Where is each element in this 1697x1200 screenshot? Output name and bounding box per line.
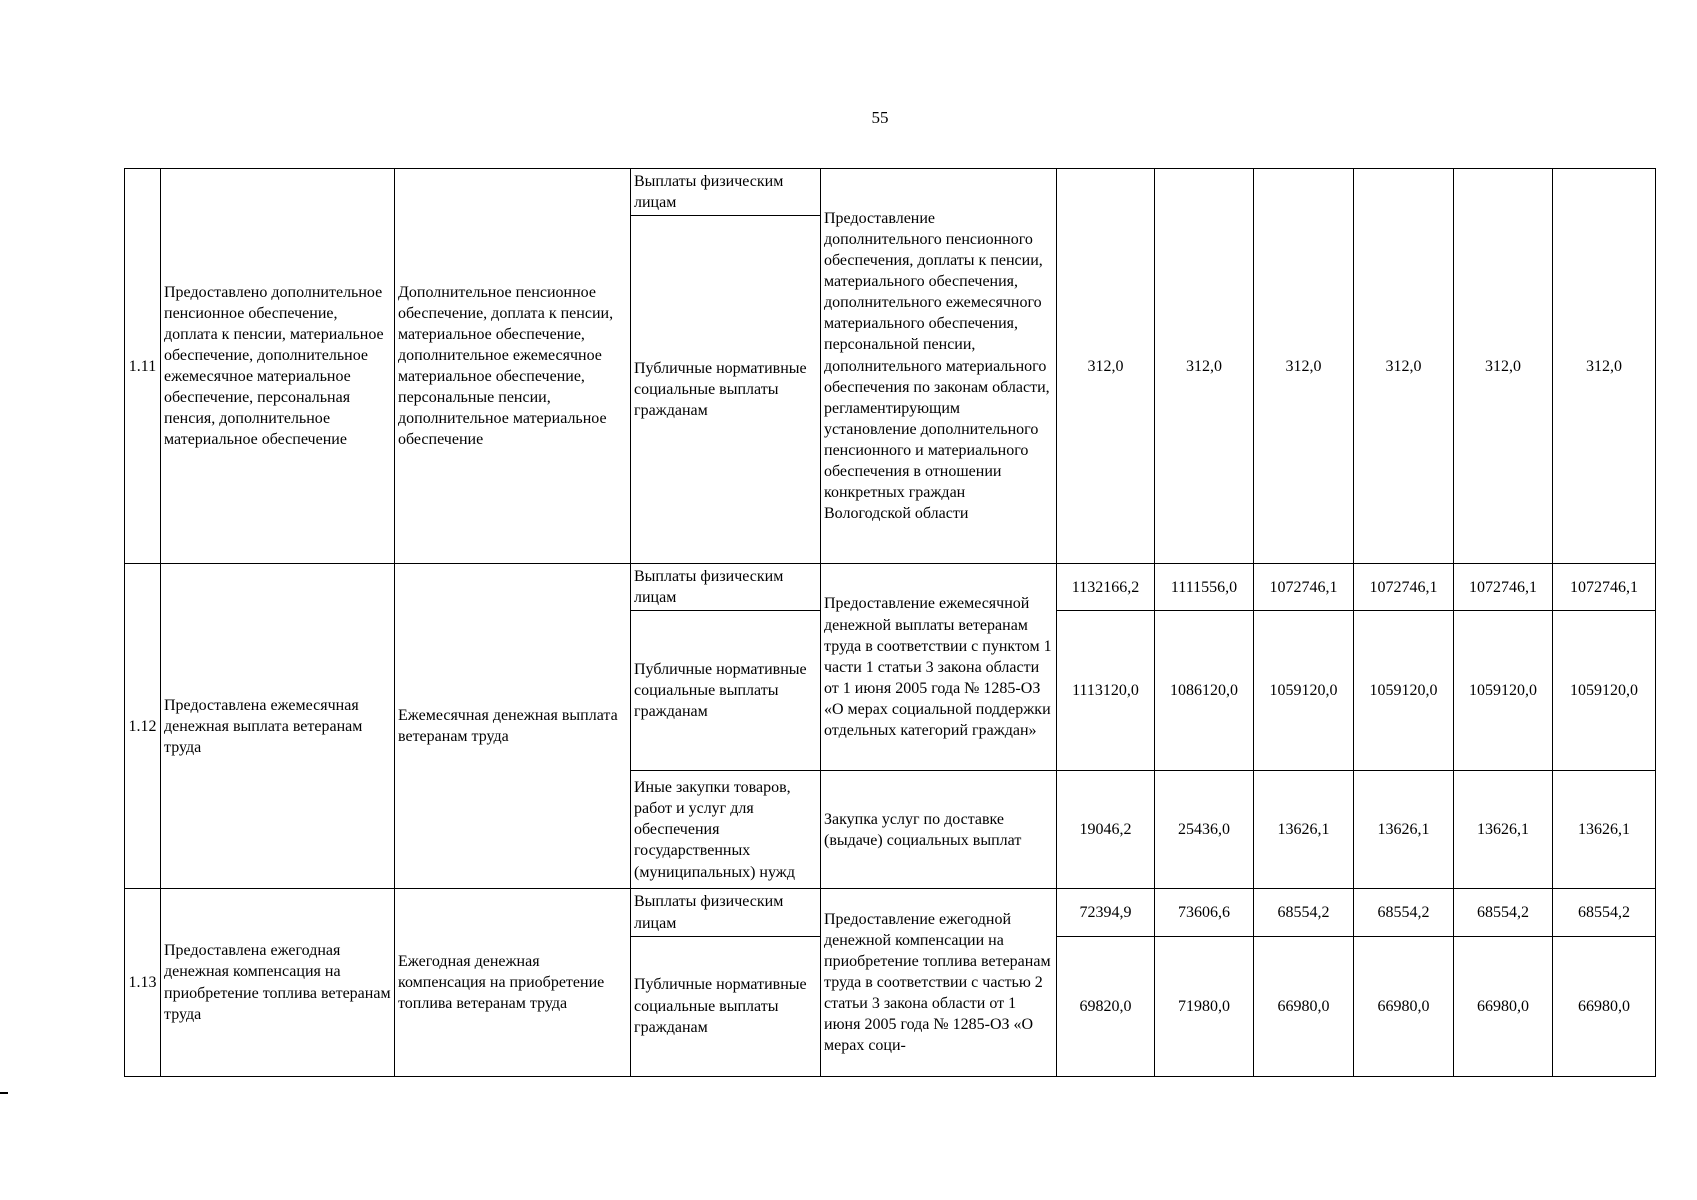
measure-cell: Ежегодная денежная компенсация на приобретение топлива ветеранам труда bbox=[395, 889, 631, 1076]
value-cell: 13626,1 bbox=[1254, 771, 1354, 889]
value-cell: 1086120,0 bbox=[1155, 611, 1254, 771]
measure-cell: Ежемесячная денежная выплата ветеранам труда bbox=[395, 564, 631, 889]
value-cell: 13626,1 bbox=[1553, 771, 1656, 889]
value-cell: 1072746,1 bbox=[1254, 564, 1354, 611]
value-cell: 312,0 bbox=[1057, 169, 1155, 564]
value-cell: 1072746,1 bbox=[1553, 564, 1656, 611]
expense-type-cell: Публичные нормативные социальные выплаты гражданам bbox=[631, 936, 821, 1076]
value-cell: 312,0 bbox=[1454, 169, 1553, 564]
expense-type-cell: Выплаты физическим лицам bbox=[631, 889, 821, 936]
description-cell: Предоставление дополнительного пенсионного обеспечения, доплаты к пенсии, материального обеспечения, дополнительного ежемесячного материального обеспечения, персональной пенсии, дополнительного материального обеспечения по законам области, регламентирующим установление дополнительного пенсионного и материального обеспечения в отношении конкретных граждан Вологодской области bbox=[821, 169, 1057, 564]
value-cell: 68554,2 bbox=[1254, 889, 1354, 936]
expense-type-cell: Выплаты физическим лицам bbox=[631, 169, 821, 216]
scan-margin-mark bbox=[0, 1092, 8, 1094]
value-cell: 68554,2 bbox=[1354, 889, 1454, 936]
value-cell: 312,0 bbox=[1553, 169, 1656, 564]
table-row bbox=[125, 169, 1656, 216]
result-cell: Предоставлено дополнительное пенсионное обеспечение, доплата к пенсии, материальное обеспечение, дополнительное ежемесячное материальное обеспечение, персональная пенсия, дополнительное материальное обеспечение bbox=[161, 169, 395, 564]
expense-type-cell: Выплаты физическим лицам bbox=[631, 564, 821, 611]
value-cell: 69820,0 bbox=[1057, 936, 1155, 1076]
value-cell: 13626,1 bbox=[1354, 771, 1454, 889]
value-cell: 25436,0 bbox=[1155, 771, 1254, 889]
description-cell: Закупка услуг по доставке (выдаче) социальных выплат bbox=[821, 771, 1057, 889]
measure-cell: Дополнительное пенсионное обеспечение, доплата к пенсии, материальное обеспечение, дополнительное ежемесячное материальное обеспечение, персональные пенсии, дополнительное материальное обеспечение bbox=[395, 169, 631, 564]
value-cell: 71980,0 bbox=[1155, 936, 1254, 1076]
value-cell: 312,0 bbox=[1354, 169, 1454, 564]
value-cell: 66980,0 bbox=[1553, 936, 1656, 1076]
table-row bbox=[125, 889, 1656, 936]
value-cell: 68554,2 bbox=[1454, 889, 1553, 936]
expense-type-cell: Иные закупки товаров, работ и услуг для обеспечения государственных (муниципальных) нужд bbox=[631, 771, 821, 889]
row-index: 1.12 bbox=[125, 564, 161, 889]
value-cell: 1072746,1 bbox=[1354, 564, 1454, 611]
value-cell: 1059120,0 bbox=[1553, 611, 1656, 771]
expenditure-table bbox=[124, 168, 1656, 1077]
description-cell: Предоставление ежегодной денежной компенсации на приобретение топлива ветеранам труда в соответствии с частью 2 статьи 3 закона области от 1 июня 2005 года № 1285-ОЗ «О мерах соци- bbox=[821, 889, 1057, 1076]
row-index: 1.13 bbox=[125, 889, 161, 1076]
row-index: 1.11 bbox=[125, 169, 161, 564]
value-cell: 1113120,0 bbox=[1057, 611, 1155, 771]
value-cell: 1072746,1 bbox=[1454, 564, 1553, 611]
value-cell: 19046,2 bbox=[1057, 771, 1155, 889]
value-cell: 13626,1 bbox=[1454, 771, 1553, 889]
expense-type-cell: Публичные нормативные социальные выплаты гражданам bbox=[631, 611, 821, 771]
value-cell: 1132166,2 bbox=[1057, 564, 1155, 611]
value-cell: 66980,0 bbox=[1454, 936, 1553, 1076]
expense-type-cell: Публичные нормативные социальные выплаты гражданам bbox=[631, 216, 821, 564]
result-cell: Предоставлена ежегодная денежная компенсация на приобретение топлива ветеранам труда bbox=[161, 889, 395, 1076]
value-cell: 72394,9 bbox=[1057, 889, 1155, 936]
value-cell: 1059120,0 bbox=[1354, 611, 1454, 771]
description-cell: Предоставление ежемесячной денежной выплаты ветеранам труда в соответствии с пунктом 1 части 1 статьи 3 закона области от 1 июня 2005 года № 1285-ОЗ «О мерах социальной поддержки отдельных категорий граждан» bbox=[821, 564, 1057, 771]
value-cell: 73606,6 bbox=[1155, 889, 1254, 936]
value-cell: 66980,0 bbox=[1254, 936, 1354, 1076]
table-row bbox=[125, 564, 1656, 611]
value-cell: 312,0 bbox=[1155, 169, 1254, 564]
value-cell: 68554,2 bbox=[1553, 889, 1656, 936]
page-number: 55 bbox=[871, 108, 889, 127]
value-cell: 1059120,0 bbox=[1254, 611, 1354, 771]
value-cell: 1059120,0 bbox=[1454, 611, 1553, 771]
value-cell: 66980,0 bbox=[1354, 936, 1454, 1076]
result-cell: Предоставлена ежемесячная денежная выплата ветеранам труда bbox=[161, 564, 395, 889]
value-cell: 1111556,0 bbox=[1155, 564, 1254, 611]
value-cell: 312,0 bbox=[1254, 169, 1354, 564]
